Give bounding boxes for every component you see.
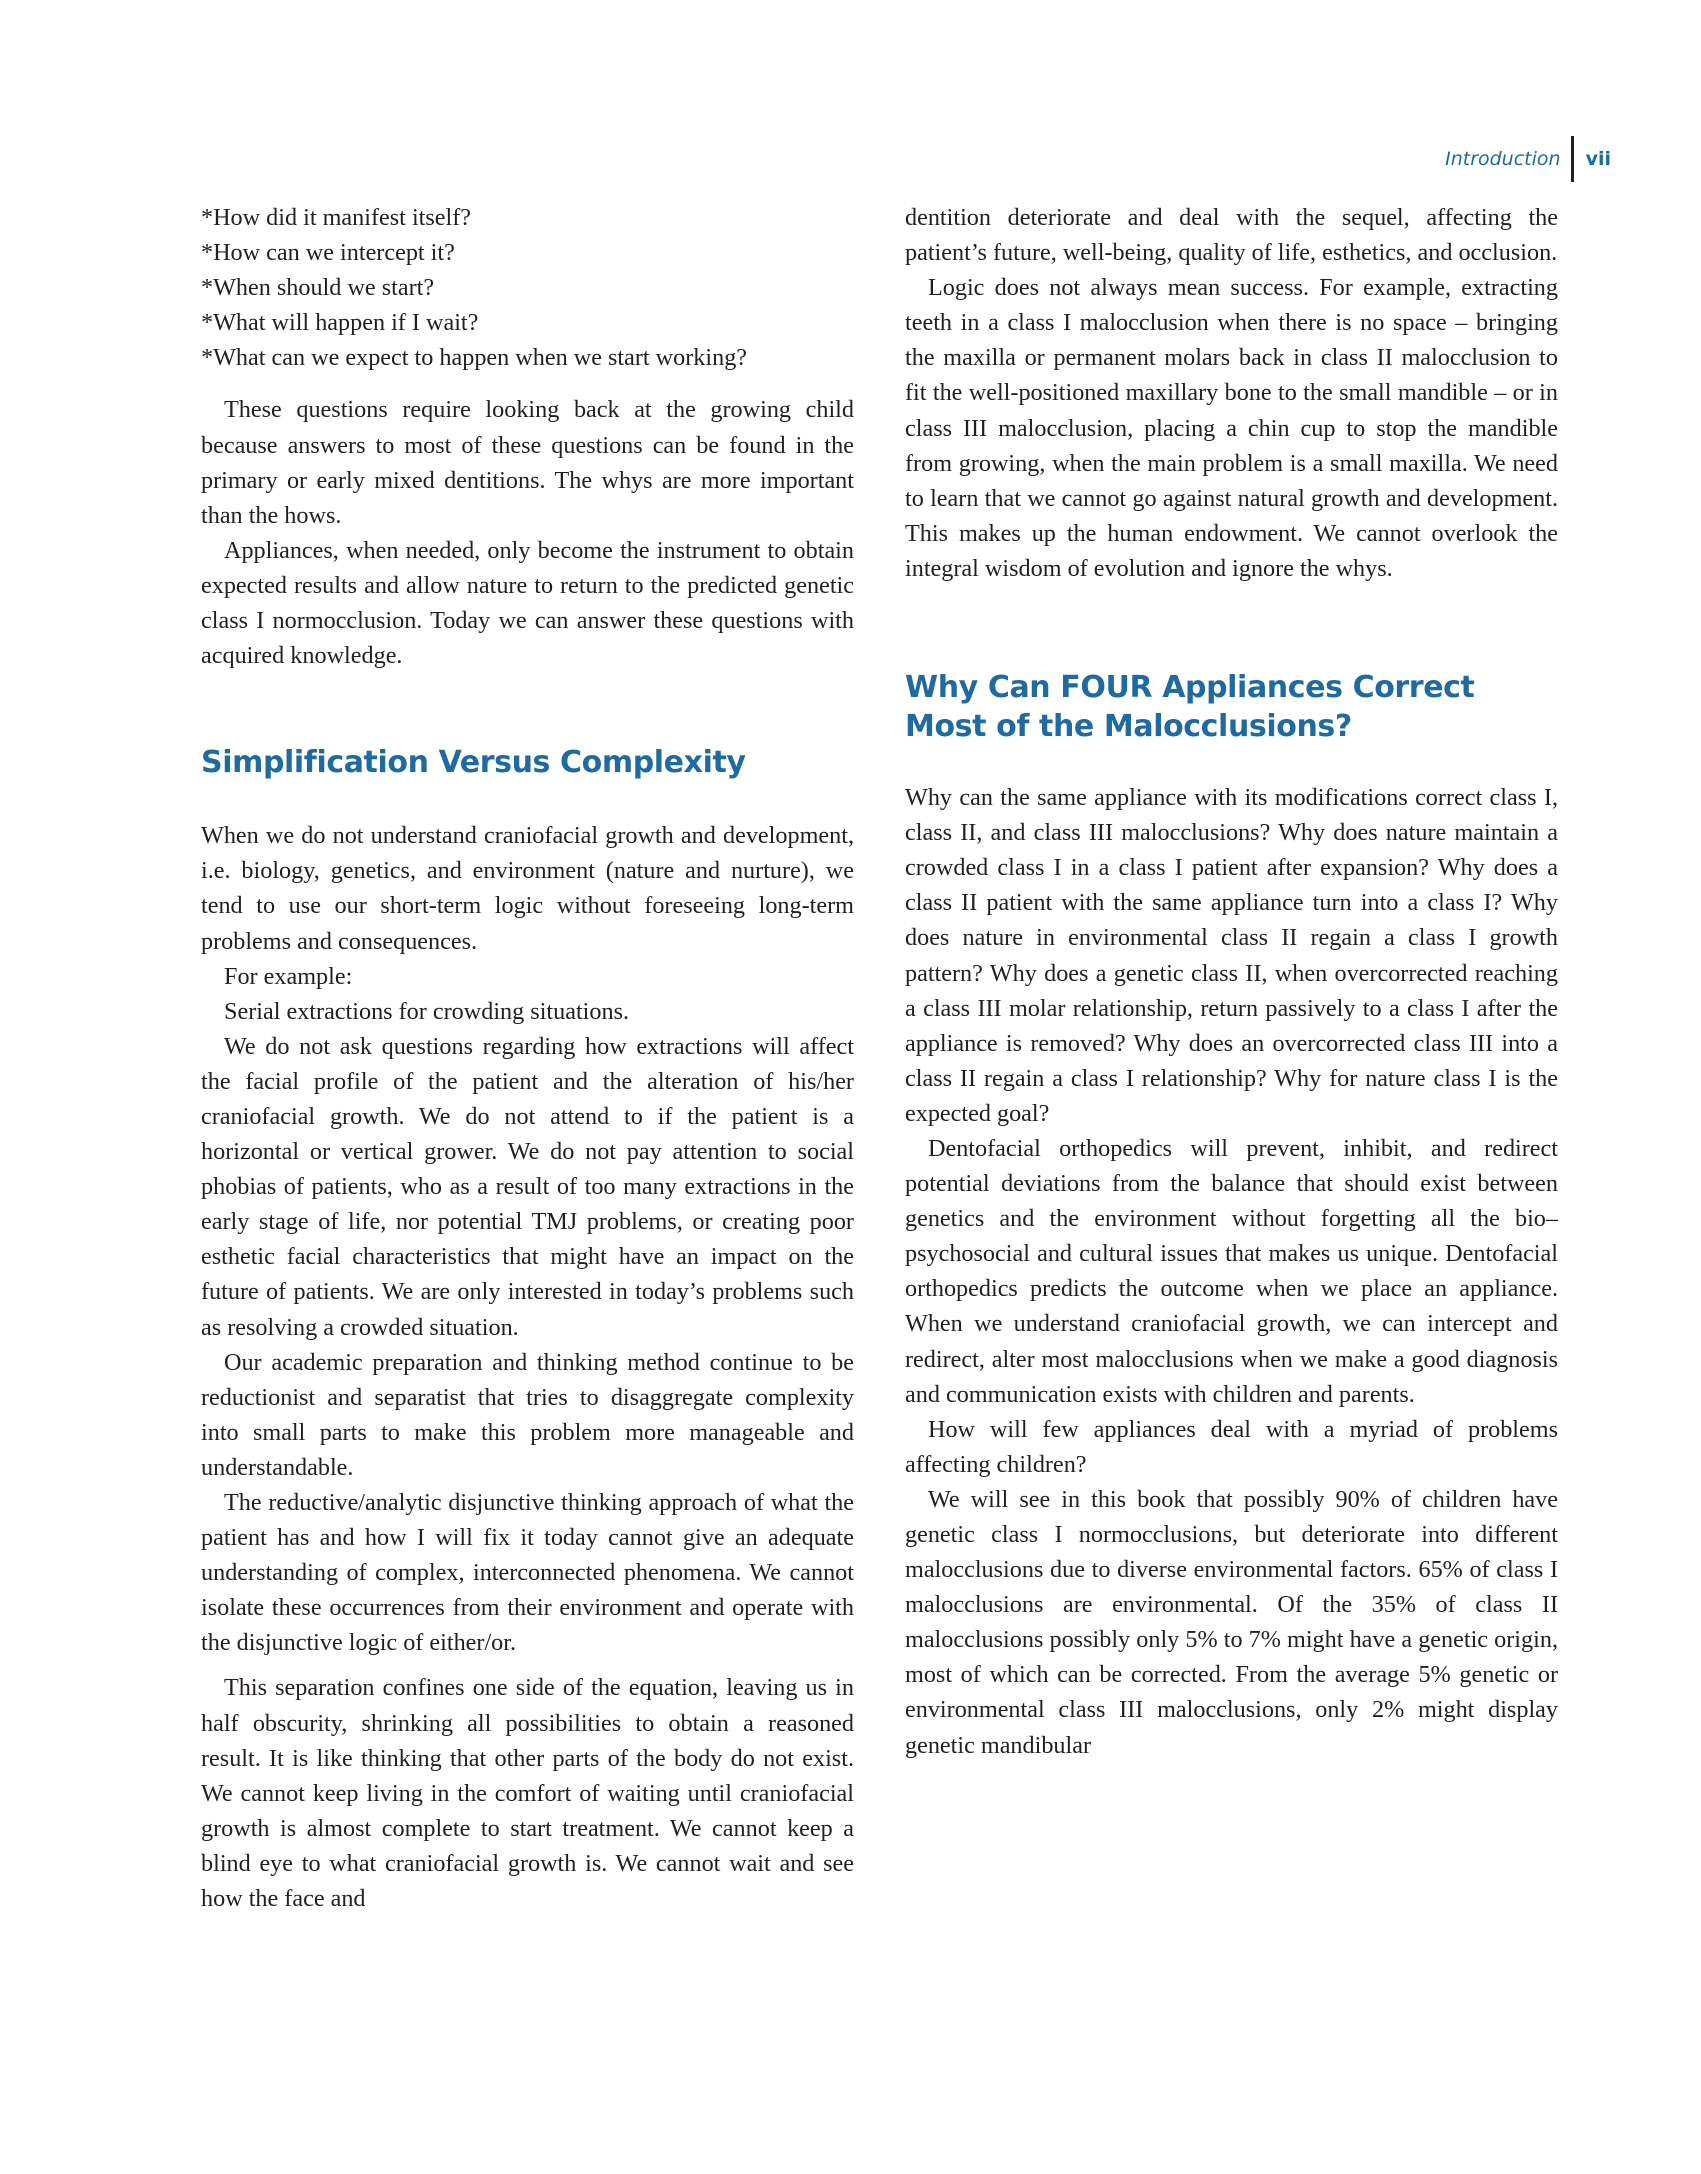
- body-paragraph: We do not ask questions regarding how extractions will affect the facial profile of the patient and the alteration of his/her craniofacial growth. We do not attend to if the patient is a horizontal or vertical grower. We do not pay attention to social phobias of patients, who as a result of too many extractions in the early stage of life, nor potential TMJ problems, or creating poor esthetic facial characteristics that might have an impact on the future of patients. We are only interested in today’s problems such as resolving a crowded situation.: [201, 1032, 854, 1341]
- body-paragraph: When we do not understand craniofacial growth and development, i.e. biology, genetics, and environment (nature and nurture), we tend to use our short-term logic without foreseeing long-term problems and consequences.: [201, 822, 854, 955]
- question-item: *What will happen if I wait?: [201, 309, 479, 337]
- body-paragraph: Why can the same appliance with its modifications correct class I, class II, and class III malocclusions? Why does nature maintain a crowded class I in a class I patient after expansion? Why does a class II patient with the same appliance turn into a class I? Why does nature in environmental class II regain a class I growth pattern? Why does a genetic class II, when overcorrected reaching a class III molar relationship, return passively to a class I after the appliance is removed? Why does an overcorrected class III into a class II regain a class I relationship? Why for nature class I is the expected goal?: [905, 784, 1558, 1127]
- body-paragraph: Serial extractions for crowding situations.: [224, 997, 630, 1025]
- question-item: *How can we intercept it?: [201, 239, 455, 267]
- left-column: [201, 200, 854, 1916]
- running-head-section: Introduction: [1445, 148, 1561, 170]
- section-heading-simplification: Simplification Versus Complexity: [201, 745, 746, 781]
- body-paragraph: For example:: [224, 962, 353, 990]
- body-paragraph: The reductive/analytic disjunctive thinking approach of what the patient has and how I will fix it today cannot give an adequate understanding of complex, interconnected phenomena. We cannot isolate these occurrences from their environment and operate with the disjunctive logic of either/or.: [201, 1489, 854, 1657]
- section-heading-four-appliances: [905, 668, 1558, 746]
- body-paragraph: Our academic preparation and thinking method continue to be reductionist and separatist that tries to disaggregate complexity into small parts to make this problem more manageable and understandable.: [201, 1348, 854, 1481]
- body-paragraph: dentition deteriorate and deal with the sequel, affecting the patient’s future, well-being, quality of life, esthetics, and occlusion.: [905, 204, 1558, 267]
- page-number: vii: [1585, 148, 1611, 170]
- body-paragraph: Logic does not always mean success. For example, extracting teeth in a class I malocclusion when there is no space – bringing the maxilla or permanent molars back in class II malocclusion to fit the well-positioned maxillary bone to the small mandible – or in class III malocclusion, placing a chin cup to stop the mandible from growing, when the main problem is a small maxilla. We need to learn that we cannot go against natural growth and development. This makes up the human endowment. We cannot overlook the integral wisdom of evolution and ignore the whys.: [905, 274, 1558, 582]
- running-head: [1445, 136, 1611, 182]
- body-paragraph: These questions require looking back at the growing child because answers to most of these questions can be found in the primary or early mixed dentitions. The whys are more important than the hows.: [201, 396, 854, 529]
- right-column: [905, 200, 1558, 1763]
- running-head-divider: [1571, 136, 1574, 182]
- body-paragraph: We will see in this book that possibly 90% of children have genetic class I normocclusions, but deteriorate into different malocclusions due to diverse environmental factors. 65% of class I malocclusions are environmental. Of the 35% of class II malocclusions possibly only 5% to 7% might have a genetic origin, most of which can be corrected. From the average 5% genetic or environmental class III malocclusions, only 2% might display genetic mandibular: [905, 1485, 1558, 1759]
- heading-line: Most of the Malocclusions?: [905, 709, 1352, 745]
- heading-line: Why Can FOUR Appliances Correct: [905, 670, 1475, 706]
- body-paragraph: Appliances, when needed, only become the instrument to obtain expected results and allow nature to return to the predicted genetic class I normocclusion. Today we can answer these questions with acquired knowledge.: [201, 536, 854, 670]
- question-item: *When should we start?: [201, 274, 435, 302]
- question-list: [201, 200, 854, 375]
- question-item: *How did it manifest itself?: [201, 204, 472, 231]
- body-paragraph: Dentofacial orthopedics will prevent, inhibit, and redirect potential deviations from the balance that should exist between genetics and the environment without forgetting all the bio–psychosocial and cultural issues that makes us unique. Dentofacial orthopedics predicts the outcome when we place an appliance. When we understand craniofacial growth, we can intercept and redirect, alter most malocclusions when we make a good diagnosis and communication exists with children and parents.: [905, 1134, 1558, 1408]
- body-paragraph: How will few appliances deal with a myriad of problems affecting children?: [905, 1415, 1558, 1478]
- body-paragraph: This separation confines one side of the equation, leaving us in half obscurity, shrinking all possibilities to obtain a reasoned result. It is like thinking that other parts of the body do not exist. We cannot keep living in the comfort of waiting until craniofacial growth is almost complete to start treatment. We cannot keep a blind eye to what craniofacial growth is. We cannot wait and see how the face and: [201, 1674, 854, 1913]
- question-item: *What can we expect to happen when we start working?: [201, 344, 748, 372]
